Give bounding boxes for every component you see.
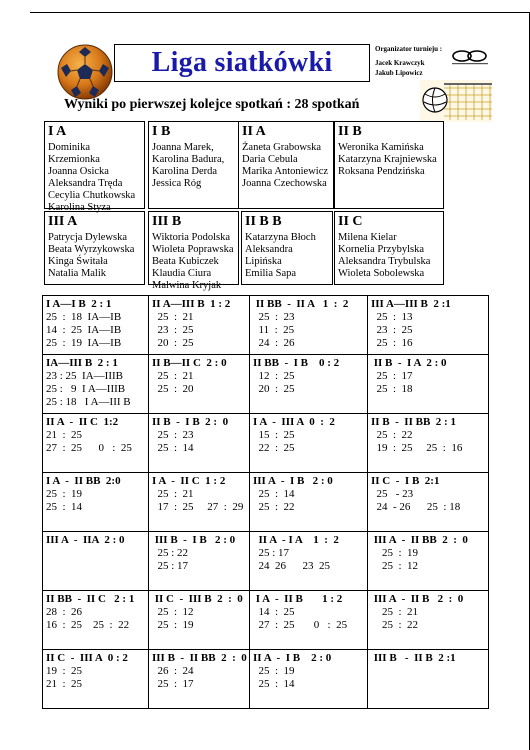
set-score: 25 : 19	[371, 547, 419, 559]
page-frame-top	[30, 12, 530, 13]
set-score: 25 : 19	[253, 665, 295, 677]
set-score: 25 : 18 I A—III B	[46, 396, 131, 408]
team-member: Daria Cebula	[242, 154, 298, 165]
team-member: Aleksandra Lipińska	[245, 244, 293, 267]
match-cell	[250, 355, 368, 414]
match-cell	[250, 473, 368, 532]
set-score: 25 : 17	[253, 547, 290, 559]
team-member: Katarzyna Krajniewska	[338, 154, 437, 165]
set-score: 24 - 26 25 : 18	[371, 501, 461, 513]
set-score: 25 : 21	[152, 311, 194, 323]
team-member: Patrycja Dylewska	[48, 232, 128, 243]
set-score: 25 : 18	[371, 383, 413, 395]
match-cell	[149, 650, 250, 709]
set-score: 25 : 9 I A—IIIB	[46, 383, 126, 395]
team-member: Joanna Czechowska	[242, 178, 327, 189]
organizer-name: Jacek Krawczyk	[375, 59, 425, 67]
set-score: 25 : 16	[371, 337, 413, 349]
team-name: III A	[48, 214, 78, 229]
match-result: II C - III A 0 : 2	[46, 652, 128, 664]
match-cell	[368, 355, 489, 414]
set-score: 25 : 14	[253, 678, 295, 690]
match-result: II A—III B 1 : 2	[152, 298, 231, 310]
organizer-name: Jakub Lipowicz	[375, 69, 423, 77]
match-result: I A - II BB 2:0	[46, 475, 121, 487]
match-cell	[368, 650, 489, 709]
match-cell	[149, 591, 250, 650]
team-member: Natalia Malik	[48, 268, 107, 279]
set-score: 20 : 25	[152, 337, 194, 349]
team-member: Weronika Kamińska	[338, 142, 424, 153]
match-cell	[149, 296, 250, 355]
match-result: III B - II B 2 :1	[371, 652, 456, 664]
set-score: 24 26 23 25	[253, 560, 330, 572]
set-score: 25 : 22	[371, 619, 419, 631]
set-score: 12 : 25	[253, 370, 295, 382]
sponsor-logo-icon	[450, 48, 490, 66]
team-member: Wioleta Sobolewska	[338, 268, 425, 279]
team-member: Aleksandra Tręda	[48, 178, 123, 189]
set-score: 25 : 17	[371, 370, 413, 382]
set-score: 25 : 17	[152, 560, 189, 572]
match-cell	[43, 473, 149, 532]
match-cell	[149, 473, 250, 532]
set-score: 25 : 14	[46, 501, 83, 513]
set-score: 25 : 21	[152, 488, 194, 500]
match-cell	[43, 355, 149, 414]
set-score: 21 : 25	[46, 429, 83, 441]
set-score: 25 : 22	[253, 501, 295, 513]
team-member: Roksana Pendzińska	[338, 166, 425, 177]
match-cell	[368, 473, 489, 532]
match-result: III B - II BB 2 : 0	[152, 652, 247, 664]
set-score: 25 : 23	[152, 429, 194, 441]
team-name: I B	[152, 124, 171, 139]
match-result: III B - I B 2 : 0	[152, 534, 236, 546]
results-row	[43, 650, 489, 709]
match-result: II B - I A 2 : 0	[371, 357, 447, 369]
team-member: Joanna Marek,	[152, 142, 214, 153]
set-score: 25 : 22	[371, 429, 413, 441]
match-cell	[43, 296, 149, 355]
match-result: III A - I B 2 : 0	[253, 475, 333, 487]
match-cell	[250, 650, 368, 709]
set-score: 23 : 25	[152, 324, 194, 336]
set-score: 25 : 13	[371, 311, 413, 323]
team-member: Karolina Derda	[152, 166, 218, 177]
page-title: Liga siatkówki	[151, 47, 333, 78]
match-result: III A—III B 2 :1	[371, 298, 451, 310]
match-result: IA—III B 2 : 1	[46, 357, 118, 369]
set-score: 25 - 23	[371, 488, 414, 500]
match-cell	[43, 650, 149, 709]
organizer-label: Organizator turnieju :	[375, 45, 443, 53]
set-score: 25 : 14	[253, 488, 295, 500]
set-score: 28 : 26	[46, 606, 83, 618]
team-name: III B	[152, 214, 182, 229]
set-score: 16 : 25 25 : 22	[46, 619, 130, 631]
match-cell	[149, 355, 250, 414]
match-cell	[149, 532, 250, 591]
team-box	[334, 121, 444, 209]
match-result: II A - II C 1:2	[46, 416, 119, 428]
team-box	[241, 211, 333, 285]
set-score: 25 : 23	[253, 311, 295, 323]
set-score: 21 : 25	[46, 678, 83, 690]
results-row	[43, 473, 489, 532]
set-score: 24 : 26	[253, 337, 295, 349]
team-member: Joanna Osicka	[48, 166, 109, 177]
results-row	[43, 532, 489, 591]
team-box	[148, 211, 239, 291]
team-member: Wioleta Poprawska	[152, 244, 234, 255]
match-result: I A - III A 0 : 2	[253, 416, 335, 428]
set-score: 25 : 14	[152, 442, 194, 454]
set-score: 27 : 25 0 : 25	[46, 442, 132, 454]
team-member: Kornelia Przybylska	[338, 244, 425, 255]
team-name: II C	[338, 214, 363, 229]
title-box	[114, 44, 370, 82]
set-score: 23 : 25	[371, 324, 413, 336]
set-score: 22 : 25	[253, 442, 295, 454]
match-result: I A - II B 1 : 2	[253, 593, 343, 605]
team-box	[44, 211, 145, 285]
set-score: 25 : 21	[371, 606, 419, 618]
match-cell	[43, 591, 149, 650]
match-cell	[368, 591, 489, 650]
team-member: Marika Antoniewicz	[242, 166, 329, 177]
match-result: II B - II BB 2 : 1	[371, 416, 456, 428]
team-box	[148, 121, 239, 209]
results-row	[43, 591, 489, 650]
match-cell	[149, 414, 250, 473]
team-name: II A	[242, 124, 266, 139]
handball-icon	[57, 44, 113, 100]
set-score: 25 : 19	[152, 619, 194, 631]
match-result: III A - II BB 2 : 0	[371, 534, 468, 546]
match-cell	[250, 532, 368, 591]
team-member: Milena Kielar	[338, 232, 397, 243]
team-member: Żaneta Grabowska	[242, 142, 322, 153]
set-score: 14 : 25	[253, 606, 295, 618]
team-member: Emilia Sapa	[245, 268, 297, 279]
match-result: I A—I B 2 : 1	[46, 298, 112, 310]
team-box	[44, 121, 145, 213]
match-result: III A - II B 2 : 0	[371, 593, 464, 605]
team-name: II B	[338, 124, 362, 139]
results-row	[43, 355, 489, 414]
team-member: Jessica Róg	[152, 178, 202, 189]
team-member: Beata Kubiczek	[152, 256, 219, 267]
set-score: 19 : 25	[46, 665, 83, 677]
match-result: II BB - II A 1 : 2	[253, 298, 349, 310]
match-cell	[368, 414, 489, 473]
match-result: II B - I B 2 : 0	[152, 416, 229, 428]
team-member: Karolina Styza	[48, 202, 111, 213]
set-score: 23 : 25 IA—IIIB	[46, 370, 123, 382]
match-cell	[250, 591, 368, 650]
team-box	[238, 121, 334, 209]
team-name: I A	[48, 124, 67, 139]
set-score: 27 : 25 0 : 25	[253, 619, 348, 631]
match-result: II BB - II C 2 : 1	[46, 593, 135, 605]
set-score: 20 : 25	[253, 383, 295, 395]
team-member: Aleksandra Trybulska	[338, 256, 431, 267]
volleyball-net-icon	[420, 80, 492, 122]
set-score: 25 : 18 IA—IB	[46, 311, 122, 323]
organizer-block	[375, 44, 445, 78]
match-cell	[368, 296, 489, 355]
set-score: 25 : 19	[46, 488, 83, 500]
match-result: II C - I B 2:1	[371, 475, 440, 487]
team-member: Malwina Kryjak	[152, 280, 222, 291]
match-cell	[250, 414, 368, 473]
set-score: 25 : 20	[152, 383, 194, 395]
results-row	[43, 414, 489, 473]
results-subtitle: Wyniki po pierwszej kolejce spotkań : 28 spotkań	[64, 97, 360, 112]
set-score: 26 : 24	[152, 665, 194, 677]
set-score: 25 : 17	[152, 678, 194, 690]
team-box	[334, 211, 444, 285]
results-table	[42, 295, 489, 709]
match-result: II C - III B 2 : 0	[152, 593, 243, 605]
match-result: II BB - I B 0 : 2	[253, 357, 340, 369]
team-name: II B B	[245, 214, 282, 229]
set-score: 17 : 25 27 : 29	[152, 501, 244, 513]
team-member: Dominika Krzemionka	[48, 142, 100, 165]
set-score: 25 : 19 IA—IB	[46, 337, 122, 349]
match-result: II B—II C 2 : 0	[152, 357, 227, 369]
match-result: III A - IIA 2 : 0	[46, 534, 125, 546]
match-cell	[368, 532, 489, 591]
team-member: Beata Wyrzykowska	[48, 244, 135, 255]
set-score: 15 : 25	[253, 429, 295, 441]
set-score: 14 : 25 IA—IB	[46, 324, 122, 336]
set-score: 25 : 12	[152, 606, 194, 618]
set-score: 25 : 12	[371, 560, 419, 572]
match-result: II A - I B 2 : 0	[253, 652, 332, 664]
set-score: 11 : 25	[253, 324, 295, 336]
team-member: Karolina Badura,	[152, 154, 225, 165]
team-member: Wiktoria Podolska	[152, 232, 231, 243]
team-member: Katarzyna Błoch	[245, 232, 316, 243]
match-cell	[250, 296, 368, 355]
team-member: Cecylia Chutkowska	[48, 190, 136, 201]
results-row	[43, 296, 489, 355]
match-cell	[43, 532, 149, 591]
match-result: I A - II C 1 : 2	[152, 475, 226, 487]
team-member: Kinga Świtała	[48, 256, 108, 267]
set-score: 19 : 25 25 : 16	[371, 442, 463, 454]
match-cell	[43, 414, 149, 473]
set-score: 25 : 21	[152, 370, 194, 382]
set-score: 25 : 22	[152, 547, 189, 559]
team-member: Klaudia Ciura	[152, 268, 212, 279]
match-result: II A - I A 1 : 2	[253, 534, 339, 546]
